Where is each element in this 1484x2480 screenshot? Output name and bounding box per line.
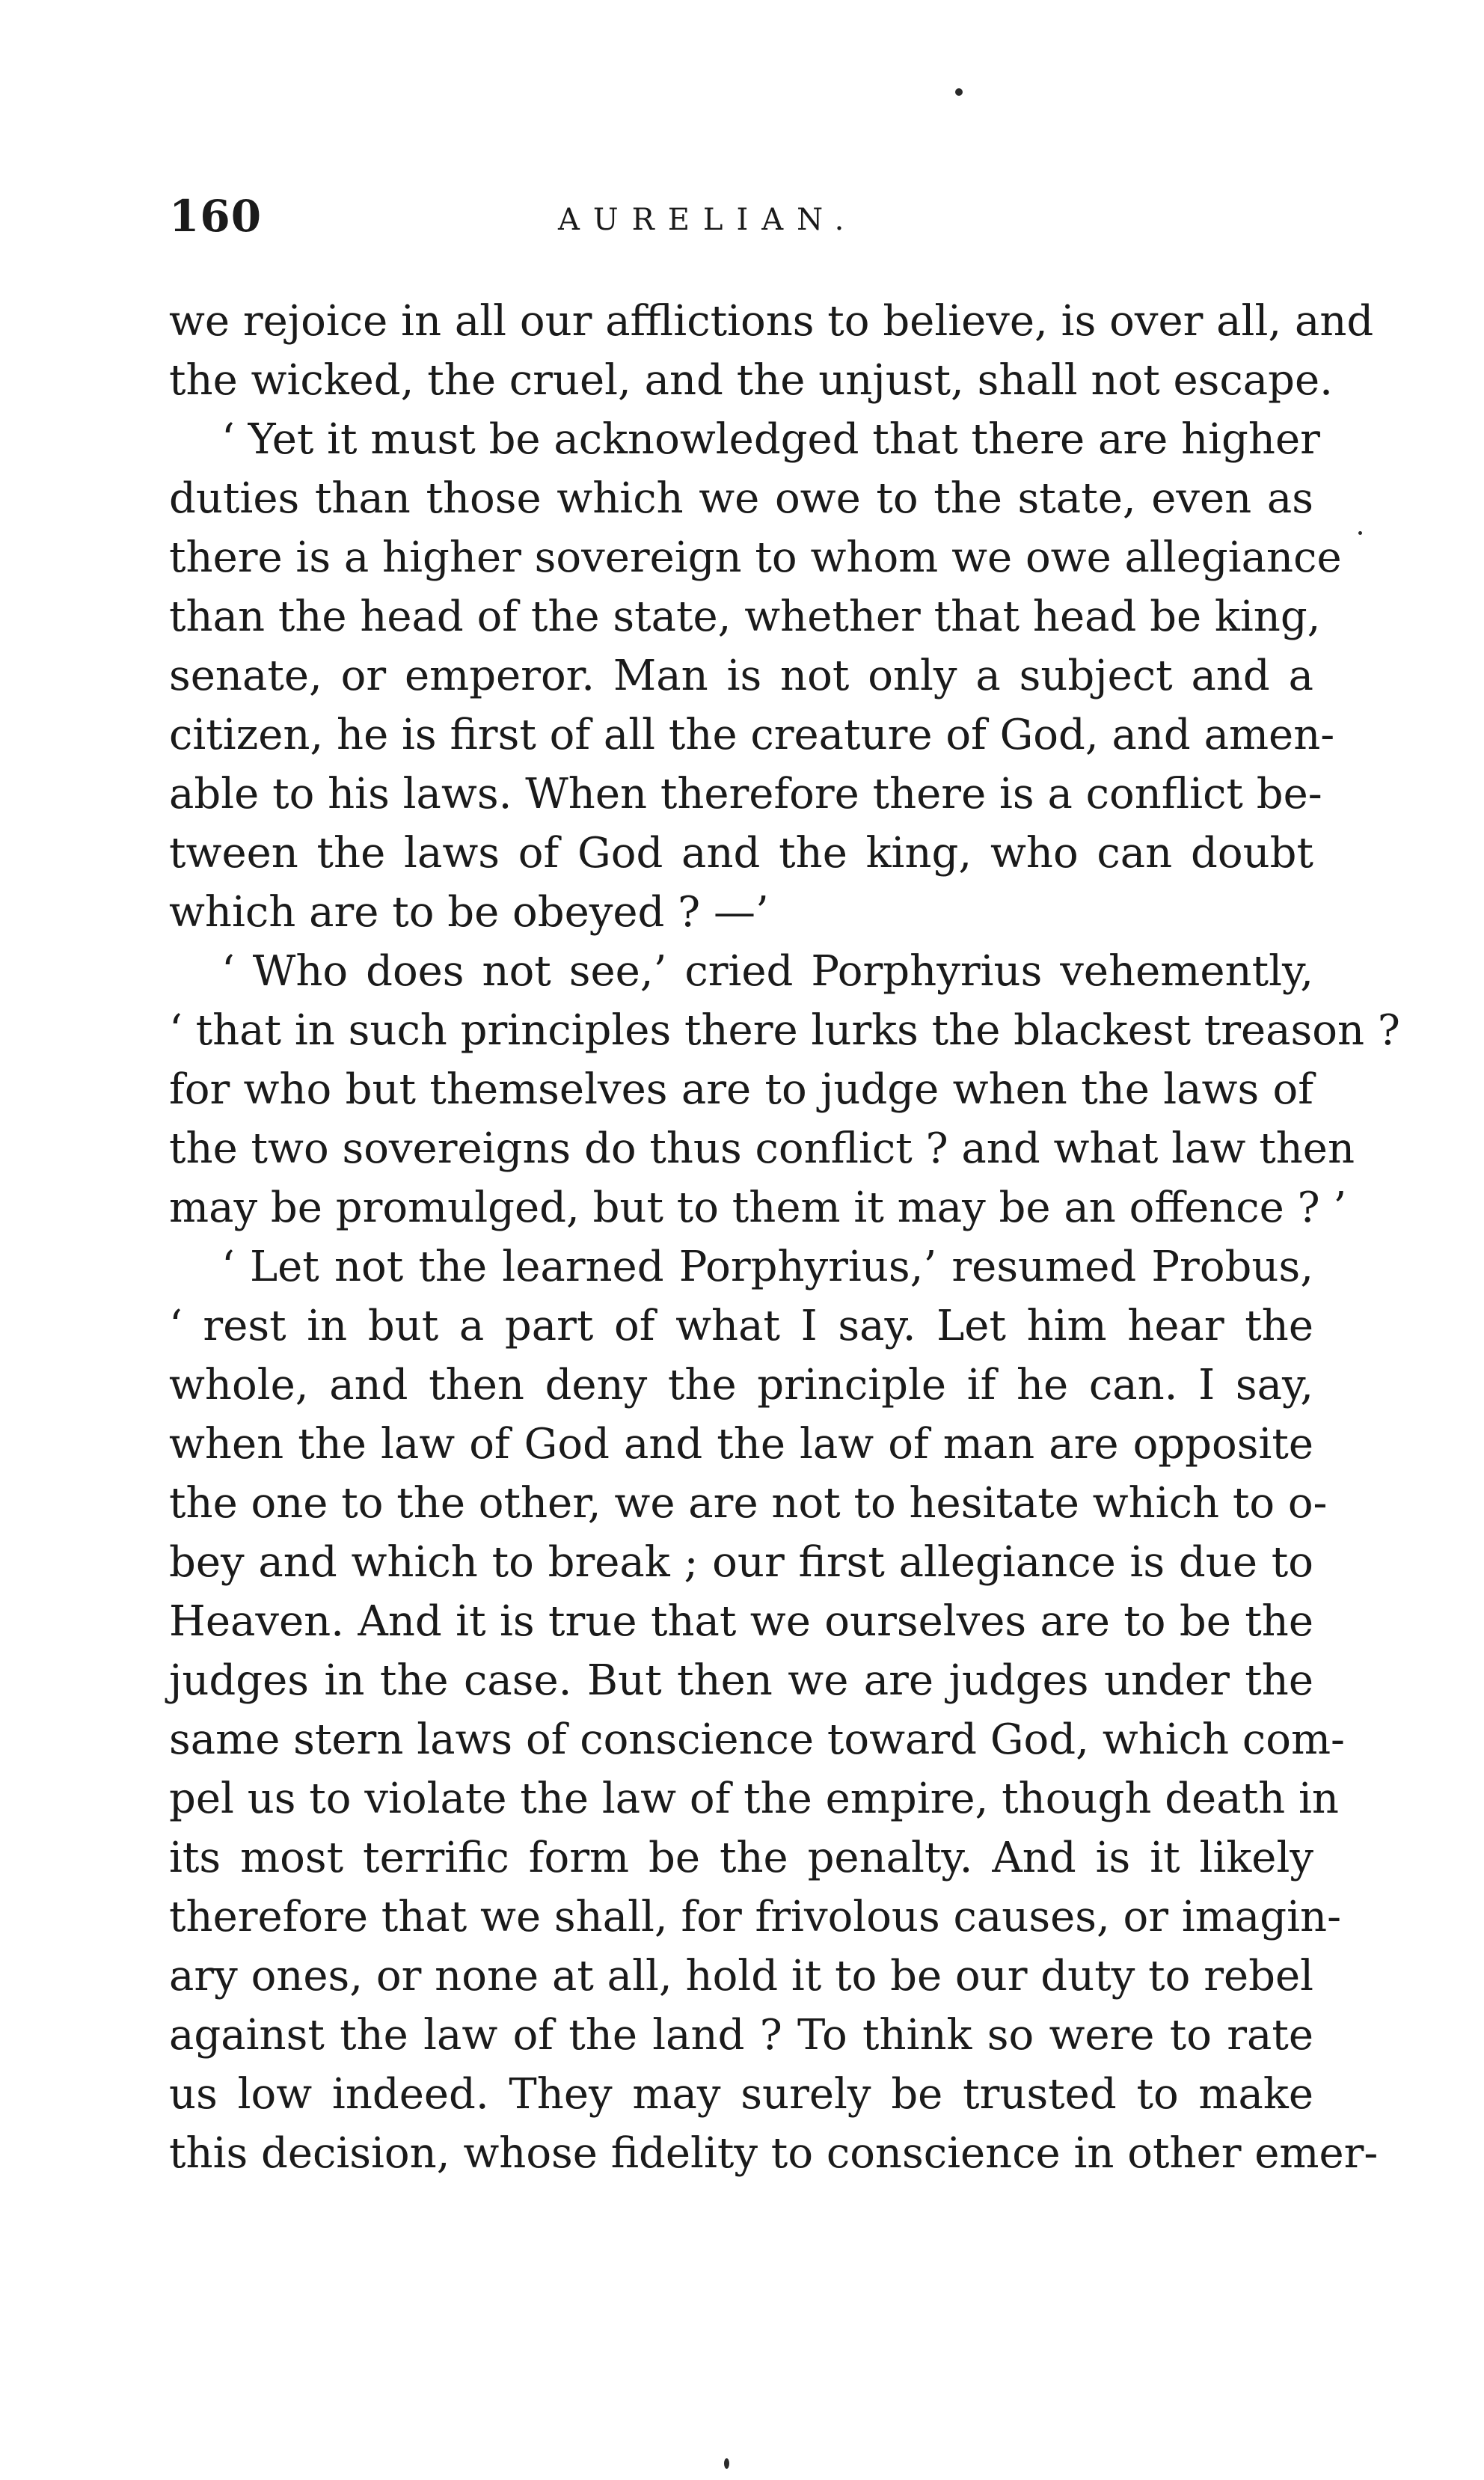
text-line: the one to the other, we are not to hesitate which to o-: [169, 1479, 1328, 1528]
text-line: ‘ Yet it must be acknowledged that there are higher: [221, 415, 1320, 464]
ink-speck: [724, 2458, 729, 2469]
text-line: judges in the case. But then we are judges under the: [169, 1656, 1313, 1705]
text-line: bey and which to break ; our first allegiance is due to: [169, 1538, 1313, 1587]
running-head: [169, 191, 1313, 251]
ink-speck: [955, 88, 963, 96]
text-line: pel us to violate the law of the empire, though death in: [169, 1775, 1339, 1823]
text-line: ‘ rest in but a part of what I say. Let him hear the: [169, 1302, 1313, 1350]
page-number: 160: [169, 191, 263, 242]
text-line: may be promulged, but to them it may be an offence ? ’: [169, 1184, 1347, 1232]
text-line: same stern laws of conscience toward God, which com-: [169, 1715, 1345, 1764]
text-line: this decision, whose fidelity to conscience in other emer-: [169, 2129, 1379, 2178]
text-line: senate, or emperor. Man is not only a subject and a: [169, 652, 1313, 700]
body-text: [169, 292, 1400, 2183]
text-line: whole, and then deny the principle if he can. I say,: [169, 1361, 1313, 1409]
text-line: able to his laws. When therefore there is a conflict be-: [169, 770, 1322, 818]
ink-speck: [1358, 531, 1362, 535]
text-line: the two sovereigns do thus conflict ? and what law then: [169, 1124, 1355, 1173]
text-line: we rejoice in all our afflictions to believe, is over all, and: [169, 297, 1374, 346]
text-line: duties than those which we owe to the state, even as: [169, 474, 1313, 523]
text-line: ‘ Let not the learned Porphyrius,’ resumed Probus,: [221, 1243, 1313, 1291]
text-line: Heaven. And it is true that we ourselves are to be the: [169, 1597, 1313, 1646]
text-line: therefore that we shall, for frivolous causes, or imagin-: [169, 1893, 1341, 1941]
text-line: which are to be obeyed ? —’: [169, 888, 769, 937]
text-line: tween the laws of God and the king, who can doubt: [169, 829, 1313, 878]
text-line: citizen, he is first of all the creature of God, and amen-: [169, 711, 1335, 759]
text-line: ‘ that in such principles there lurks the blackest treason ?: [169, 1006, 1400, 1055]
text-line: us low indeed. They may surely be trusted to make: [169, 2070, 1313, 2119]
text-line: than the head of the state, whether that head be king,: [169, 593, 1321, 641]
text-line: there is a higher sovereign to whom we owe allegiance: [169, 533, 1342, 582]
text-line: for who but themselves are to judge when the laws of: [169, 1065, 1313, 1114]
text-line: its most terrific form be the penalty. And is it likely: [169, 1834, 1313, 1882]
text-line: the wicked, the cruel, and the unjust, shall not escape.: [169, 356, 1333, 405]
running-title: AURELIAN.: [558, 203, 858, 237]
text-line: when the law of God and the law of man are opposite: [169, 1420, 1313, 1469]
text-line: against the law of the land ? To think so were to rate: [169, 2011, 1313, 2060]
text-line: ary ones, or none at all, hold it to be our duty to rebel: [169, 1952, 1313, 2000]
text-line: ‘ Who does not see,’ cried Porphyrius vehemently,: [221, 947, 1313, 996]
